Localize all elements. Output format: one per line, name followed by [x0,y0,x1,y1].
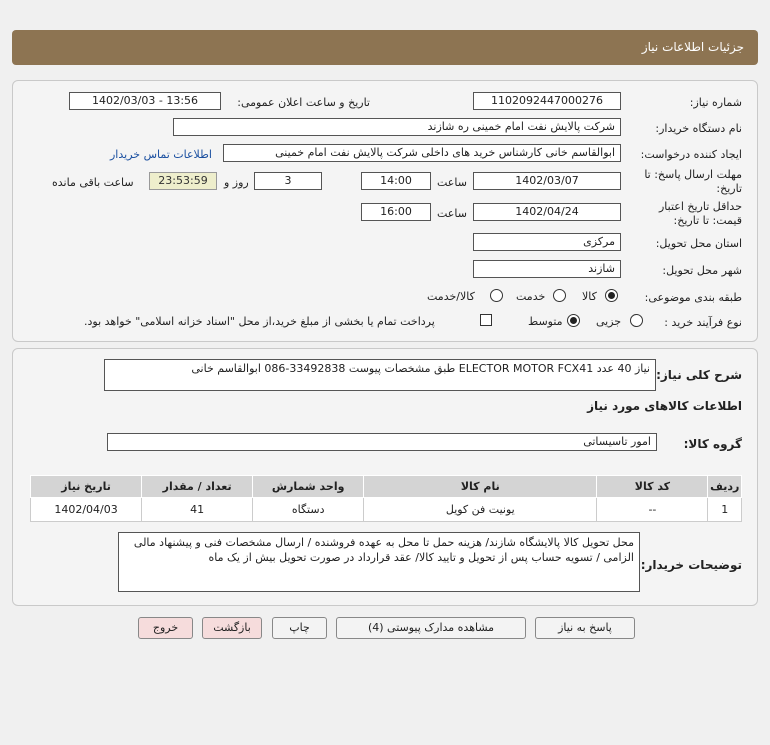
city-label: شهر محل تحویل: [662,264,742,277]
summary-label: شرح کلی نیاز: [656,368,742,382]
province-label: استان محل تحویل: [655,237,742,250]
process-label: نوع فرآیند خرید : [664,316,742,329]
deadline-time-field: 14:00 [361,172,431,190]
col-name: نام کالا [364,476,597,498]
goods-group-label: گروه کالا: [683,437,742,451]
deadline-time-label: ساعت [437,176,467,189]
table-row [31,498,742,522]
category-radio-service[interactable] [553,289,566,302]
process-radio-medium[interactable] [567,314,580,327]
announce-label: تاریخ و ساعت اعلان عمومی: [237,96,370,109]
process-option-minor: جزیی [596,315,622,328]
validity-date-field: 1402/04/24 [473,203,621,221]
validity-time-label: ساعت [437,207,467,220]
cell-unit: دستگاه [253,498,364,522]
page-header [12,30,758,65]
attachments-button[interactable]: مشاهده مدارک پیوستی (4) [336,617,526,639]
page-title: جزئیات اطلاعات نیاز [641,40,744,54]
cell-need-date: 1402/04/03 [31,498,142,522]
col-unit: واحد شمارش [253,476,364,498]
buyer-notes-field: محل تحویل کالا پالایشگاه شازند/ هزینه حمل تا محل به عهده فروشنده / ارسال مشخصات فنی و پیشنهاد مالی الزامی / تسویه حساب پس از تحویل و تایید کالا/ عقد قرارداد در صورت تحویل بیش از یک ماه [118,532,640,592]
creator-field: ابوالقاسم خانی کارشناس خرید های داخلی شرکت پالایش نفت امام خمینی [223,144,621,162]
deadline-label-line2: تاریخ: [716,182,742,195]
col-row: ردیف [708,476,742,498]
summary-field: نیاز 40 عدد ELECTOR MOTOR FCX41 طبق مشخصات پیوست 33492838-086 ابوالقاسم خانی [104,359,656,391]
category-option-goods-service: کالا/خدمت [427,290,475,303]
need-number-label: شماره نیاز: [689,96,742,109]
category-label: طبقه بندی موضوعی: [644,291,742,304]
contact-buyer-link[interactable]: اطلاعات تماس خریدار [110,148,212,161]
category-option-goods: کالا [582,290,597,303]
back-button[interactable]: بازگشت [202,617,262,639]
goods-table [30,475,742,522]
treasury-bonds-checkbox[interactable] [480,314,492,326]
validity-label-line2: قیمت: تا تاریخ: [673,214,742,227]
creator-label: ایجاد کننده درخواست: [640,148,742,161]
goods-group-field: امور تاسیساتی [107,433,657,451]
validity-label-line1: حداقل تاریخ اعتبار [658,200,742,213]
days-remaining-field: 3 [254,172,322,190]
goods-table-header [31,476,742,498]
need-number-field: 1102092447000276 [473,92,621,110]
validity-time-field: 16:00 [361,203,431,221]
process-option-medium: متوسط [528,315,563,328]
process-radio-minor[interactable] [630,314,643,327]
buyer-label: نام دستگاه خریدار: [655,122,742,135]
cell-code: -- [597,498,708,522]
exit-button[interactable]: خروج [138,617,193,639]
deadline-label-line1: مهلت ارسال پاسخ: تا [644,168,742,181]
col-need-date: تاریخ نیاز [31,476,142,498]
cell-quantity: 41 [142,498,253,522]
deadline-date-field: 1402/03/07 [473,172,621,190]
print-button[interactable]: چاپ [272,617,327,639]
buyer-field: شرکت پالایش نفت امام خمینی ره شازند [173,118,621,136]
time-remaining-field: 23:53:59 [149,172,217,190]
remaining-label: ساعت باقی مانده [52,176,134,189]
col-quantity: تعداد / مقدار [142,476,253,498]
category-radio-goods-service[interactable] [490,289,503,302]
col-code: کد کالا [597,476,708,498]
cell-name: یونیت فن کویل [364,498,597,522]
buyer-notes-label: توضیحات خریدار: [640,558,742,572]
goods-info-title: اطلاعات کالاهای مورد نیاز [587,399,742,413]
days-label: روز و [224,176,249,189]
announce-field: 1402/03/03 - 13:56 [69,92,221,110]
category-radio-goods[interactable] [605,289,618,302]
cell-row: 1 [708,498,742,522]
city-field: شازند [473,260,621,278]
category-option-service: خدمت [516,290,546,303]
treasury-bonds-note: پرداخت تمام یا بخشی از مبلغ خرید،از محل "اسناد خزانه اسلامی" خواهد بود. [84,315,435,328]
province-field: مرکزی [473,233,621,251]
reply-button[interactable]: پاسخ به نیاز [535,617,635,639]
